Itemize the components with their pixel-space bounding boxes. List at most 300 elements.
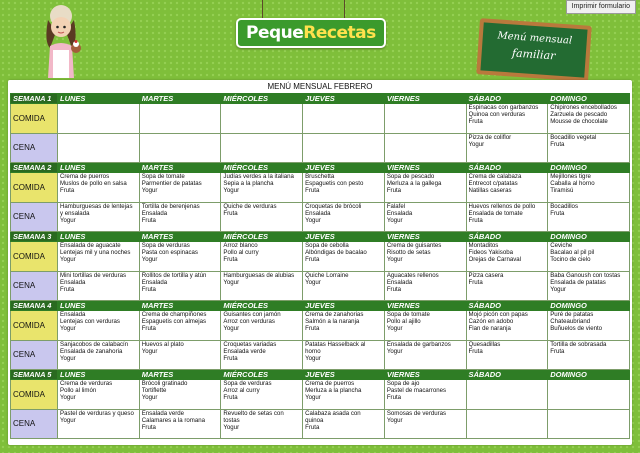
dish-line: Yogur xyxy=(468,141,485,149)
dish-line: Pasta con espinacas xyxy=(141,249,198,257)
meal-label-cena: CENA xyxy=(11,341,58,370)
menu-cell-comida[interactable] xyxy=(221,173,303,203)
menu-cell-cena[interactable] xyxy=(58,272,140,301)
day-header-jueves: JUEVES xyxy=(303,301,385,311)
dish-line: Fruta xyxy=(468,279,483,287)
dish-line: Calamares a la romana xyxy=(141,417,206,425)
dish-line: Ensalada de tomate xyxy=(468,210,523,218)
dish-line: Arroz al curry xyxy=(223,387,260,395)
menu-cell-comida[interactable] xyxy=(139,242,221,272)
day-header-jueves: JUEVES xyxy=(303,94,385,104)
dish-line: Fruta xyxy=(468,348,483,356)
day-header-lunes: LUNES xyxy=(58,94,140,104)
menu-cell-comida[interactable] xyxy=(303,173,385,203)
dish-line: Ensalada de zanahoria xyxy=(60,348,123,356)
dish-line: Tocino de cielo xyxy=(550,256,591,264)
day-header-jueves: JUEVES xyxy=(303,232,385,242)
dish-line: Guisantes con jamón xyxy=(223,311,281,318)
menu-cell-cena[interactable] xyxy=(548,272,630,301)
menu-cell-comida[interactable] xyxy=(548,104,630,134)
chalkboard-sign xyxy=(476,18,592,82)
chalkboard-line1: Menú mensual xyxy=(497,30,573,47)
logo-string-left xyxy=(262,0,263,20)
dish-line: Crema de zanahorias xyxy=(305,311,364,318)
dish-line: Fruta xyxy=(141,217,156,225)
day-header-viernes: VIERNES xyxy=(384,301,466,311)
menu-cell-comida[interactable] xyxy=(384,173,466,203)
menu-table xyxy=(10,93,630,439)
dish-line: Espaguetis con almejas xyxy=(141,318,207,326)
dish-line: Huevos rellenos de pollo xyxy=(468,203,536,210)
dish-line: Yogur xyxy=(141,394,158,402)
menu-cell-cena[interactable] xyxy=(384,203,466,232)
day-header-lunes: LUNES xyxy=(58,370,140,380)
day-header-sabado: SÁBADO xyxy=(466,370,548,380)
meal-label-comida: COMIDA xyxy=(11,311,58,341)
dish-line: Yogur xyxy=(223,187,240,195)
dish-line: Flan de naranja xyxy=(468,325,511,333)
day-header-domingo: DOMINGO xyxy=(548,163,630,173)
dish-line: Risotto de setas xyxy=(386,249,431,257)
meal-row-cena xyxy=(11,134,630,163)
menu-cell-cena[interactable] xyxy=(139,272,221,301)
dish-line: Tortilla de berenjenas xyxy=(141,203,200,210)
dish-line: Fruta xyxy=(141,424,156,432)
menu-cell-comida[interactable] xyxy=(221,380,303,410)
menu-cell-comida[interactable] xyxy=(139,311,221,341)
menu-cell-comida[interactable] xyxy=(139,104,221,134)
day-header-miercoles: MIÉRCOLES xyxy=(221,232,303,242)
dish-line: Yogur xyxy=(141,256,158,264)
menu-cell-cena[interactable] xyxy=(58,134,140,163)
week-header-row xyxy=(11,370,630,380)
dish-line: Sopa de verduras xyxy=(141,242,190,249)
dish-line: Yogur xyxy=(386,217,403,225)
dish-line: Yogur xyxy=(60,325,76,333)
dish-line: Ensalada verde xyxy=(141,410,185,417)
dish-line: Buñuelos de viento xyxy=(550,325,603,333)
dish-line: Merluza a la plancha xyxy=(305,387,362,395)
dish-line: Fruta xyxy=(386,286,402,294)
day-header-jueves: JUEVES xyxy=(303,163,385,173)
dish-line: Ensalada xyxy=(60,279,86,287)
dish-line: Yogur xyxy=(60,256,76,264)
meal-row-comida xyxy=(11,380,630,410)
dish-line: Huevos al plato xyxy=(141,341,184,348)
menu-cell-cena[interactable] xyxy=(58,341,140,370)
dish-line: Bruschetta xyxy=(305,173,335,180)
menu-cell-comida[interactable] xyxy=(58,104,140,134)
meal-row-cena xyxy=(11,341,630,370)
meal-label-cena: CENA xyxy=(11,272,58,301)
meal-label-comida: COMIDA xyxy=(11,104,58,134)
dish-line: Ensalada xyxy=(60,311,86,318)
menu-title: MENÚ MENSUAL FEBRERO xyxy=(267,82,373,91)
menu-cell-comida[interactable] xyxy=(466,311,548,341)
meal-row-comida xyxy=(11,311,630,341)
dish-line: Ensalada de aguacate xyxy=(60,242,121,249)
dish-line: Sepia a la plancha xyxy=(223,180,274,188)
dish-line: Pastel de verduras y queso xyxy=(60,410,134,417)
menu-cell-comida[interactable] xyxy=(466,242,548,272)
dish-line: Ensalada xyxy=(141,210,168,218)
dish-line: Entrecot c/patatas xyxy=(468,180,518,188)
dish-line: Fruta xyxy=(305,256,320,264)
dish-line: Pollo al limón xyxy=(60,387,97,395)
dish-line: Quinoa con verduras xyxy=(468,111,526,119)
dish-line: Mejillones tigre xyxy=(550,173,591,180)
dish-line: Somosas de verduras xyxy=(386,410,447,417)
dish-line: Quiche Lorraine xyxy=(305,272,349,279)
dish-line: Tortilla de sobrasada xyxy=(550,341,607,348)
meal-label-comida: COMIDA xyxy=(11,242,58,272)
menu-cell-comida[interactable] xyxy=(58,311,140,341)
dish-line: Fruta xyxy=(550,348,565,356)
dish-line: Hamburguesas de lentejas xyxy=(60,203,133,210)
dish-line: Pollo al ajillo xyxy=(386,318,421,326)
menu-cell-comida[interactable] xyxy=(221,242,303,272)
dish-line: Ensalada xyxy=(305,210,331,218)
dish-line: Zarzuela de pescado xyxy=(550,111,608,119)
dish-line: Muslos de pollo en salsa xyxy=(60,180,127,188)
menu-cell-comida[interactable] xyxy=(303,104,385,134)
day-header-miercoles: MIÉRCOLES xyxy=(221,370,303,380)
dish-line: Sopa de ajo xyxy=(386,380,420,387)
dish-line: Arroz con verduras xyxy=(223,318,275,326)
meal-label-comida: COMIDA xyxy=(11,173,58,203)
dish-line: Sopa de tomate xyxy=(386,311,430,318)
menu-cell-cena[interactable] xyxy=(384,410,466,439)
menu-cell-cena[interactable] xyxy=(303,272,385,301)
day-header-domingo: DOMINGO xyxy=(548,232,630,242)
dish-line: Lentejas mil y una noches xyxy=(60,249,131,257)
day-header-domingo: DOMINGO xyxy=(548,94,630,104)
week-label: SEMANA 4 xyxy=(11,301,58,311)
dish-line: Sopa de tomate xyxy=(141,173,185,180)
dish-line: Brócoli gratinado xyxy=(141,380,188,387)
meal-row-comida xyxy=(11,173,630,203)
dish-line: Ensalada xyxy=(141,279,168,287)
menu-cell-comida[interactable] xyxy=(548,173,630,203)
dish-line: Fruta xyxy=(223,355,238,363)
dish-line: Yogur xyxy=(223,325,240,333)
dish-line: Yogur xyxy=(60,355,76,363)
dish-line: Merluza a la gallega xyxy=(386,180,442,188)
dish-line: Fruta xyxy=(60,187,75,195)
menu-cell-cena[interactable] xyxy=(548,203,630,232)
dish-line: Fruta xyxy=(305,187,320,195)
menu-cell-cena[interactable] xyxy=(466,134,548,163)
dish-line: Yogur xyxy=(386,417,403,425)
dish-line: Fruta xyxy=(223,256,238,264)
menu-cell-comida[interactable] xyxy=(548,311,630,341)
day-header-miercoles: MIÉRCOLES xyxy=(221,163,303,173)
dish-line: Yogur xyxy=(305,394,321,402)
dish-line: Cazón en adobo xyxy=(468,318,514,326)
menu-cell-comida[interactable] xyxy=(466,104,548,134)
menu-cell-cena[interactable] xyxy=(58,410,140,439)
menu-cell-cena[interactable] xyxy=(221,272,303,301)
dish-line: Sopa de cebolla xyxy=(305,242,349,249)
print-form-button[interactable]: Imprimir formulario xyxy=(566,0,636,14)
dish-line: Sanjacobos de calabacín xyxy=(60,341,129,348)
dish-line: Albóndigas de bacalao xyxy=(305,249,367,257)
meal-row-cena xyxy=(11,272,630,301)
menu-cell-comida[interactable] xyxy=(384,311,466,341)
dish-line: Tiramisú xyxy=(550,187,574,195)
day-header-miercoles: MIÉRCOLES xyxy=(221,301,303,311)
menu-cell-cena[interactable] xyxy=(384,341,466,370)
menu-cell-cena[interactable] xyxy=(548,341,630,370)
dish-line: Bocadillo vegetal xyxy=(550,134,597,141)
dish-line: Crema de guisantes xyxy=(386,242,442,249)
day-header-sabado: SÁBADO xyxy=(466,232,548,242)
menu-sheet xyxy=(8,80,632,445)
dish-line: Aguacates rellenos xyxy=(386,272,439,279)
dish-line: Yogur xyxy=(386,348,403,356)
dish-line: Yogur xyxy=(305,279,321,287)
meal-label-cena: CENA xyxy=(11,134,58,163)
day-header-martes: MARTES xyxy=(139,94,221,104)
logo-string-right xyxy=(344,0,345,20)
day-header-sabado: SÁBADO xyxy=(466,94,548,104)
dish-line: Fruta xyxy=(305,424,320,432)
week-header-row xyxy=(11,94,630,104)
dish-line: Pizza de coliflor xyxy=(468,134,512,141)
dish-line: Yogur xyxy=(141,348,158,356)
day-header-lunes: LUNES xyxy=(58,232,140,242)
dish-line: Crema de calabaza xyxy=(468,173,522,180)
dish-line: Yogur xyxy=(141,187,158,195)
dish-line: Espaguetis con pesto xyxy=(305,180,364,188)
dish-line: Mousse de chocolate xyxy=(550,118,608,126)
dish-line: Yogur xyxy=(60,417,76,425)
day-header-viernes: VIERNES xyxy=(384,232,466,242)
menu-cell-cena[interactable] xyxy=(58,203,140,232)
week-header-row xyxy=(11,301,630,311)
menu-cell-comida[interactable] xyxy=(303,380,385,410)
menu-cell-cena[interactable] xyxy=(384,272,466,301)
day-header-domingo: DOMINGO xyxy=(548,301,630,311)
dish-line: Salmón a la naranja xyxy=(305,318,360,326)
dish-line: Parmentier de patatas xyxy=(141,180,202,188)
dish-line: Ensalada xyxy=(386,210,413,218)
day-header-sabado: SÁBADO xyxy=(466,163,548,173)
menu-cell-comida[interactable] xyxy=(58,380,140,410)
dish-line: Patatas Hasselback al xyxy=(305,341,366,348)
dish-line: Ensalada xyxy=(386,279,413,287)
meal-row-comida xyxy=(11,242,630,272)
dish-line: Quesadillas xyxy=(468,341,501,348)
dish-line: Ensalada de garbanzos xyxy=(386,341,451,348)
week-header-row xyxy=(11,232,630,242)
menu-cell-comida[interactable] xyxy=(139,380,221,410)
menu-cell-cena[interactable] xyxy=(466,410,548,439)
pequerecetas-logo: PequeRecetas xyxy=(236,18,386,48)
dish-line: Puré de patatas xyxy=(550,311,594,318)
menu-cell-comida[interactable] xyxy=(139,173,221,203)
week-label: SEMANA 5 xyxy=(11,370,58,380)
dish-line: Bacalao al pil pil xyxy=(550,249,595,257)
dish-line: Chateaubriand xyxy=(550,318,591,326)
menu-cell-cena[interactable] xyxy=(221,341,303,370)
day-header-miercoles: MIÉRCOLES xyxy=(221,94,303,104)
menu-cell-cena[interactable] xyxy=(303,203,385,232)
dish-line: Hamburguesas de alubias xyxy=(223,272,295,279)
dish-line: Fruta xyxy=(223,210,238,218)
dish-line: Fruta xyxy=(550,141,565,149)
dish-line: horno xyxy=(305,348,321,356)
week-label: SEMANA 1 xyxy=(11,94,58,104)
day-header-lunes: LUNES xyxy=(58,163,140,173)
dish-line: Croquetas variadas xyxy=(223,341,277,348)
menu-cell-cena[interactable] xyxy=(303,341,385,370)
dish-line: Natillas caseras xyxy=(468,187,512,195)
menu-cell-cena[interactable] xyxy=(139,341,221,370)
chef-girl-illustration xyxy=(26,2,96,78)
menu-cell-comida[interactable] xyxy=(221,311,303,341)
day-header-martes: MARTES xyxy=(139,301,221,311)
dish-line: Fruta xyxy=(550,210,565,218)
dish-line: Yogur xyxy=(305,355,321,363)
menu-cell-comida[interactable] xyxy=(384,104,466,134)
day-header-jueves: JUEVES xyxy=(303,370,385,380)
dish-line: Crema de puerros xyxy=(60,173,110,180)
dish-line: Espinacas con garbanzos xyxy=(468,104,539,111)
menu-cell-cena[interactable] xyxy=(466,203,548,232)
meal-label-cena: CENA xyxy=(11,203,58,232)
dish-line: Fruta xyxy=(141,286,156,294)
menu-cell-comida[interactable] xyxy=(548,380,630,410)
day-header-sabado: SÁBADO xyxy=(466,301,548,311)
menu-cell-comida[interactable] xyxy=(58,173,140,203)
meal-label-comida: COMIDA xyxy=(11,380,58,410)
dish-line: Pizza casera xyxy=(468,272,504,279)
menu-cell-cena[interactable] xyxy=(303,134,385,163)
dish-line: Fruta xyxy=(386,394,402,402)
dish-line: Orejas de Carnaval xyxy=(468,256,522,264)
dish-line: Pollo al curry xyxy=(223,249,259,257)
menu-cell-cena[interactable] xyxy=(466,341,548,370)
dish-line: tostas xyxy=(223,417,240,425)
dish-line: Judías verdes a la italiana xyxy=(223,173,294,180)
dish-line: Pastel de macarrones xyxy=(386,387,447,395)
dish-line: Yogur xyxy=(223,424,240,432)
dish-line: Fruta xyxy=(468,118,483,126)
dish-line: Crema de puerros xyxy=(305,380,355,387)
menu-cell-cena[interactable] xyxy=(384,134,466,163)
dish-line: Fruta xyxy=(60,286,75,294)
menu-cell-comida[interactable] xyxy=(384,242,466,272)
dish-line: Ceviche xyxy=(550,242,573,249)
menu-cell-cena[interactable] xyxy=(139,134,221,163)
dish-line: Revuelto de setas con xyxy=(223,410,284,417)
dish-line: Yogur xyxy=(223,279,240,287)
dish-line: Yogur xyxy=(386,325,403,333)
dish-line: Falafel xyxy=(386,203,406,210)
day-header-domingo: DOMINGO xyxy=(548,370,630,380)
menu-cell-comida[interactable] xyxy=(221,104,303,134)
dish-line: Baba Ganoush con tostas xyxy=(550,272,621,279)
menu-cell-comida[interactable] xyxy=(384,380,466,410)
dish-line: Mini tortillas de verduras xyxy=(60,272,127,279)
menu-cell-cena[interactable] xyxy=(221,203,303,232)
dish-line: Sopa de verduras xyxy=(223,380,272,387)
dish-line: Chipirones encebollados xyxy=(550,104,617,111)
dish-line: Croquetas de brócoli xyxy=(305,203,362,210)
dish-line: Mojó picón con papas xyxy=(468,311,528,318)
dish-line: Calabaza asada con xyxy=(305,410,361,417)
menu-cell-comida[interactable] xyxy=(548,242,630,272)
dish-line: Fideos Yakisoba xyxy=(468,249,514,257)
dish-line: Fruta xyxy=(141,325,156,333)
dish-line: Montaditos xyxy=(468,242,499,249)
dish-line: y ensalada xyxy=(60,210,90,218)
dish-line: Tortiflette xyxy=(141,387,167,395)
dish-line: Yogur xyxy=(60,217,76,225)
meal-label-cena: CENA xyxy=(11,410,58,439)
chalkboard-line2: familiar xyxy=(511,46,556,63)
dish-line: Lentejas con verduras xyxy=(60,318,120,326)
dish-line: Fruta xyxy=(223,394,238,402)
day-header-martes: MARTES xyxy=(139,232,221,242)
day-header-viernes: VIERNES xyxy=(384,94,466,104)
meal-row-comida xyxy=(11,104,630,134)
dish-line: Rollitos de tortilla y atún xyxy=(141,272,207,279)
dish-line: Quiche de verduras xyxy=(223,203,277,210)
dish-line: Yogur xyxy=(60,394,76,402)
meal-row-cena xyxy=(11,203,630,232)
day-header-martes: MARTES xyxy=(139,163,221,173)
menu-cell-cena[interactable] xyxy=(221,410,303,439)
meal-row-cena xyxy=(11,410,630,439)
menu-cell-comida[interactable] xyxy=(58,242,140,272)
menu-cell-comida[interactable] xyxy=(466,380,548,410)
week-header-row xyxy=(11,163,630,173)
week-label: SEMANA 3 xyxy=(11,232,58,242)
dish-line: quinoa xyxy=(305,417,324,425)
dish-line: Caballa al horno xyxy=(550,180,595,188)
dish-line: Bocadillos xyxy=(550,203,578,210)
menu-cell-cena[interactable] xyxy=(466,272,548,301)
dish-line: Fruta xyxy=(386,187,402,195)
dish-line: Ensalada verde xyxy=(223,348,266,356)
day-header-viernes: VIERNES xyxy=(384,370,466,380)
dish-line: Fruta xyxy=(468,217,483,225)
dish-line: Yogur xyxy=(550,286,566,294)
day-header-lunes: LUNES xyxy=(58,301,140,311)
dish-line: Sopa de pescado xyxy=(386,173,435,180)
dish-line: Crema de champiñones xyxy=(141,311,207,318)
menu-cell-cena[interactable] xyxy=(221,134,303,163)
menu-cell-cena[interactable] xyxy=(139,410,221,439)
menu-cell-cena[interactable] xyxy=(303,410,385,439)
menu-cell-comida[interactable] xyxy=(466,173,548,203)
menu-cell-comida[interactable] xyxy=(303,242,385,272)
dish-line: Fruta xyxy=(305,325,320,333)
dish-line: Crema de verduras xyxy=(60,380,113,387)
day-header-viernes: VIERNES xyxy=(384,163,466,173)
week-label: SEMANA 2 xyxy=(11,163,58,173)
menu-cell-cena[interactable] xyxy=(548,134,630,163)
dish-line: Yogur xyxy=(386,256,403,264)
menu-cell-cena[interactable] xyxy=(139,203,221,232)
menu-cell-comida[interactable] xyxy=(303,311,385,341)
dish-line: Yogur xyxy=(305,217,321,225)
day-header-martes: MARTES xyxy=(139,370,221,380)
menu-cell-cena[interactable] xyxy=(548,410,630,439)
dish-line: Ensalada de patatas xyxy=(550,279,606,287)
